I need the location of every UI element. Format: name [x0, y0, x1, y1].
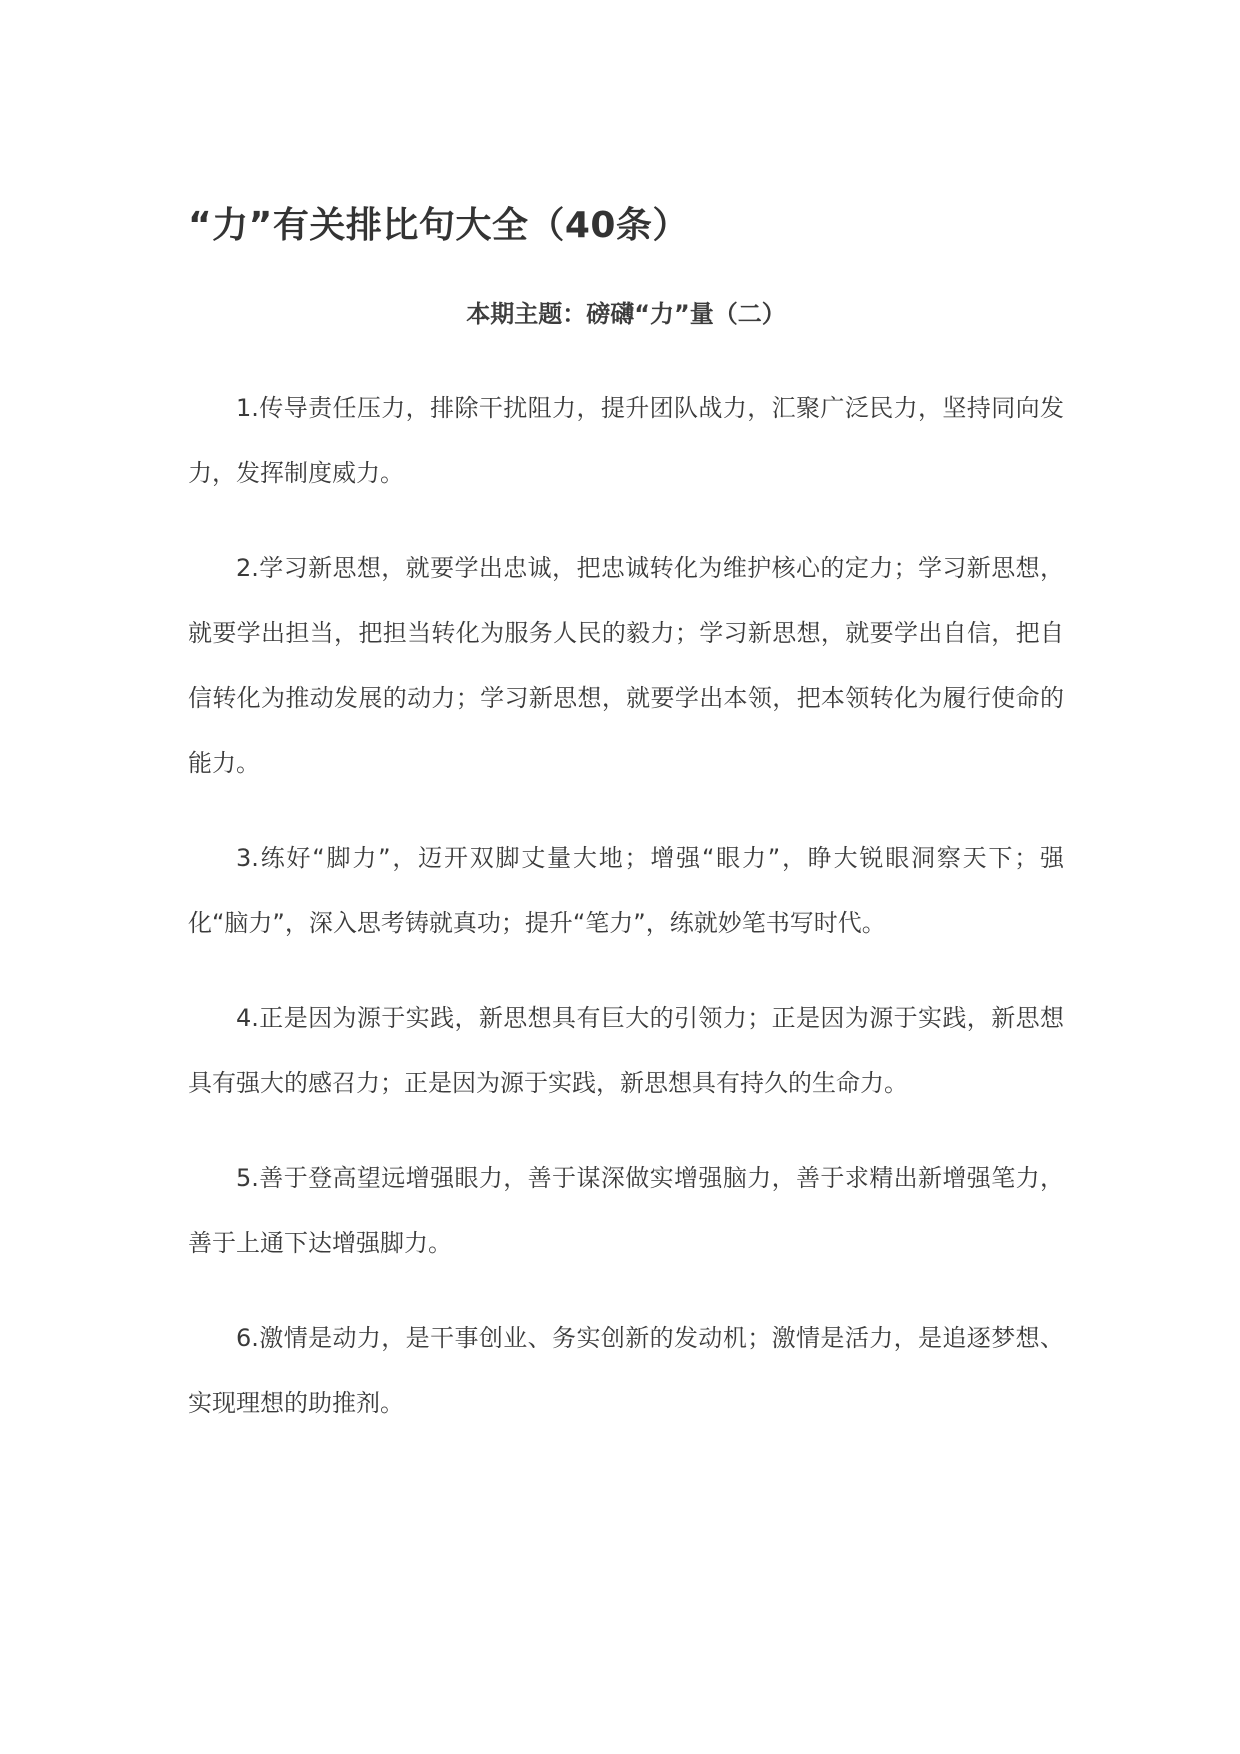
paragraph-1: 1.传导责任压力，排除干扰阻力，提升团队战力，汇聚广泛民力，坚持同向发力，发挥制度威力。: [188, 394, 1064, 487]
paragraph-3: 3.练好“脚力”，迈开双脚丈量大地；增强“眼力”，睁大锐眼洞察天下；强化“脑力”，深入思考铸就真功；提升“笔力”，练就妙笔书写时代。: [188, 844, 1064, 937]
paragraph-2: 2.学习新思想，就要学出忠诚，把忠诚转化为维护核心的定力；学习新思想，就要学出担当，把担当转化为服务人民的毅力；学习新思想，就要学出自信，把自信转化为推动发展的动力；学习新思想，就要学出本领，把本领转化为履行使命的能力。: [188, 554, 1064, 777]
document-page: [188, 200, 1064, 1466]
paragraph-list: [188, 376, 1064, 1436]
document-subtitle: 本期主题：磅礴“力”量（二）: [466, 300, 786, 328]
paragraph-5: 5.善于登高望远增强眼力，善于谋深做实增强脑力，善于求精出新增强笔力，善于上通下达增强脚力。: [188, 1164, 1064, 1257]
paragraph-4: 4.正是因为源于实践，新思想具有巨大的引领力；正是因为源于实践，新思想具有强大的感召力；正是因为源于实践，新思想具有持久的生命力。: [188, 1004, 1064, 1097]
paragraph-6: 6.激情是动力，是干事创业、务实创新的发动机；激情是活力，是追逐梦想、实现理想的助推剂。: [188, 1324, 1064, 1417]
document-title: “力”有关排比句大全（40条）: [188, 205, 689, 246]
